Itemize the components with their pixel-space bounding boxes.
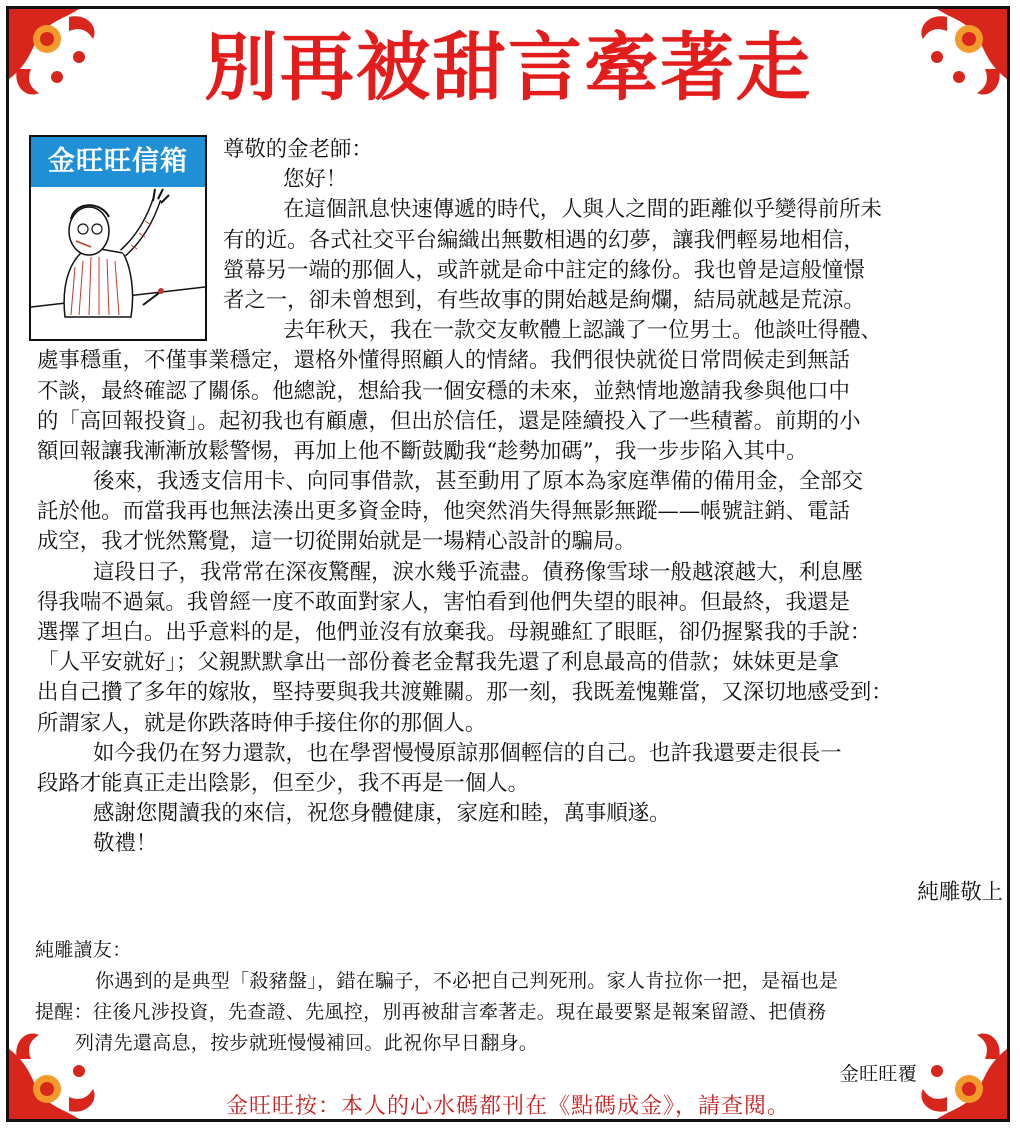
letter-line: 託於他。而當我再也無法湊出更多資金時，他突然消失得無影無蹤——帳號註銷、電話 xyxy=(37,499,850,525)
letter-line: 在這個訊息快速傳遞的時代，人與人之間的距離似乎變得前所未 xyxy=(283,197,882,223)
letter-line: 出自己攢了多年的嫁妝，堅持要與我共渡難關。那一刻，我既羞愧難當，又深切地感受到： xyxy=(37,680,893,706)
letter-line: 處事穩重，不僅事業穩定，還格外懂得照顧人的情緒。我們很快就從日常問候走到無話 xyxy=(37,348,850,374)
letter-line: 成空，我才恍然驚覺，這一切從開始就是一場精心設計的騙局。 xyxy=(37,529,636,555)
letter-line: 後來，我透支信用卡、向同事借款，甚至動用了原本為家庭準備的備用金，全部交 xyxy=(93,469,864,495)
letter-line: 選擇了坦白。出乎意料的是，他們並沒有放棄我。母親雖紅了眼眶，卻仍握緊我的手說： xyxy=(37,620,872,645)
letter-line: 不談，最終確認了關係。他總說，想給我一個安穩的未來，並熱情地邀請我參與他口中 xyxy=(37,378,850,404)
letter-line: 有的近。各式社交平台編織出無數相遇的幻夢，讓我們輕易地相信， xyxy=(223,227,865,253)
letter-line: 感謝您閱讀我的來信，祝您身體健康，家庭和睦，萬事順遂。 xyxy=(93,801,671,827)
footer-note: 金旺旺按：本人的心水碼都刊在《點碼成金》，請查閱。 xyxy=(225,1094,790,1119)
reply-body xyxy=(35,935,1001,1090)
letter-line: 得我喘不過氣。我曾經一度不敢面對家人，害怕看到他們失望的眼神。但最終，我還是 xyxy=(37,589,850,615)
letter-line: 額回報讓我漸漸放鬆警惕，再加上他不斷鼓勵我“趁勢加碼”，我一步步陷入其中。 xyxy=(37,438,808,464)
letter-line: 「人平安就好」；父親默默拿出一部份養老金幫我先還了利息最高的借款；妹妹更是拿 xyxy=(37,650,840,676)
reply-signature: 金旺旺覆 xyxy=(839,1063,917,1085)
letter-line: 敬禮！ xyxy=(93,831,158,857)
letter-line: 段路才能真正走出陰影，但至少，我不再是一個人。 xyxy=(37,770,529,796)
letter-line: 者之一，卻未曾想到，有些故事的開始越是絢爛，結局就越是荒涼。 xyxy=(223,287,865,313)
letter-line: 這段日子，我常常在深夜驚醒，淚水幾乎流盡。債務像雪球一般越滾越大，利息壓 xyxy=(93,559,864,585)
letter-salutation: 尊敬的金老師： xyxy=(223,137,373,162)
column-badge-label: 金旺旺信箱 xyxy=(31,137,205,187)
reply-line: 提醒：往後凡涉投資，先查證、先風控，別再被甜言牽著走。現在最要緊是報案留證、把債務 xyxy=(35,1001,827,1023)
letter-signature: 純雕敬上 xyxy=(917,879,1003,905)
letter-line: 的「高回報投資」。起初我也有顧慮，但出於信任，還是陸續投入了一些積蓄。前期的小 xyxy=(37,408,861,434)
letter-line: 去年秋天，我在一款交友軟體上認識了一位男士。他談吐得體、 xyxy=(283,318,882,344)
letter-line: 如今我仍在努力還款，也在學習慢慢原諒那個輕信的自己。也許我還要走很長一 xyxy=(93,740,842,766)
letter-line: 所謂家人，就是你跌落時伸手接住你的那個人。 xyxy=(37,710,487,736)
letter-greeting: 您好！ xyxy=(283,167,348,193)
reply-line: 你遇到的是典型「殺豬盤」，錯在騙子，不必把自己判死刑。家人肯拉你一把，是福也是 xyxy=(95,970,839,992)
letter-page xyxy=(6,6,1010,1122)
letter-line: 螢幕另一端的那個人，或許就是命中註定的緣份。我也曾是這般憧憬 xyxy=(223,257,865,283)
page-title: 別再被甜言牽著走 xyxy=(204,25,812,111)
reply-salutation: 純雕讀友： xyxy=(35,939,132,961)
reply-line: 列清先還高息，按步就班慢慢補回。此祝你早日翻身。 xyxy=(75,1032,539,1054)
letter-body xyxy=(37,135,1003,908)
